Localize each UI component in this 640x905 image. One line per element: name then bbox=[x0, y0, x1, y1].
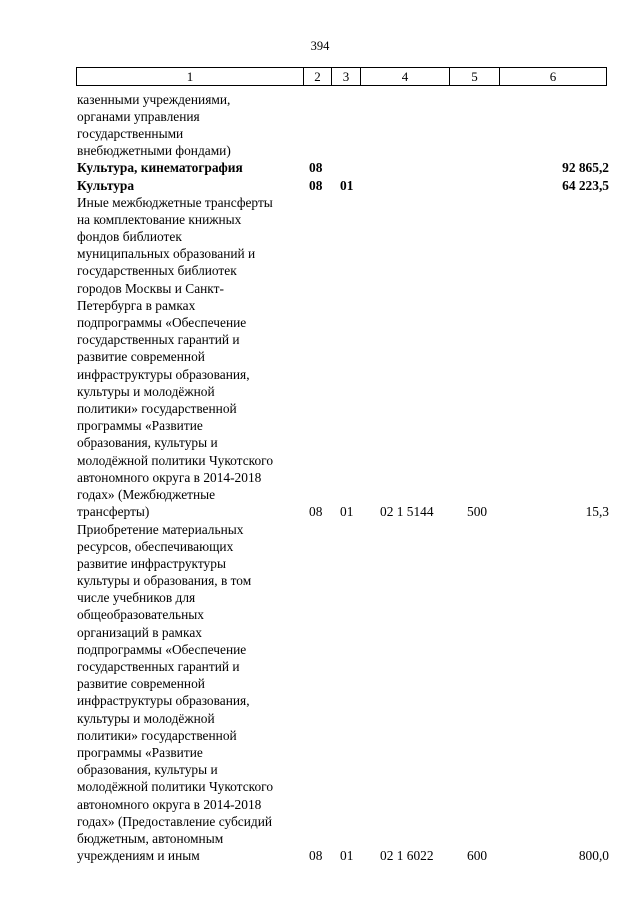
row-name-line: инфраструктуры образования, bbox=[77, 366, 250, 382]
row-name-line: числе учебников для bbox=[77, 590, 196, 606]
row-name-line: Культура bbox=[77, 177, 135, 193]
row-name-line: культуры и молодёжной bbox=[77, 710, 215, 726]
row-name-line: образования, культуры и bbox=[77, 762, 218, 778]
row-name-line: Приобретение материальных bbox=[77, 521, 244, 537]
row-name-line: общеобразовательных bbox=[77, 607, 205, 623]
row-name-line: годах» (Межбюджетные bbox=[77, 486, 216, 502]
row-name-line: политики» государственной bbox=[77, 400, 237, 416]
row-amount: 64 223,5 bbox=[562, 177, 609, 193]
row-name-line: Культура, кинематография bbox=[77, 160, 243, 176]
row-target-article-code: 02 1 5144 bbox=[380, 504, 434, 520]
row-name-line: трансферты) bbox=[77, 504, 150, 520]
row-name-line: инфраструктуры образования, bbox=[77, 693, 250, 709]
row-amount: 15,3 bbox=[585, 504, 609, 520]
row-name bbox=[77, 91, 307, 160]
row-name bbox=[77, 159, 307, 176]
row-name bbox=[77, 521, 307, 865]
row-name-line: органами управления bbox=[77, 108, 200, 124]
row-expense-type-code: 600 bbox=[467, 848, 488, 864]
header-col-4: 4 bbox=[361, 68, 450, 85]
header-col-5: 5 bbox=[450, 68, 500, 85]
row-name-line: Петербурга в рамках bbox=[77, 297, 196, 313]
header-col-1: 1 bbox=[77, 68, 304, 85]
row-name bbox=[77, 177, 307, 194]
header-col-2: 2 bbox=[304, 68, 332, 85]
row-section-code: 08 bbox=[309, 848, 323, 864]
row-name-line: культуры и образования, в том bbox=[77, 573, 252, 589]
page-number: 394 bbox=[310, 39, 330, 53]
row-name-line: годах» (Предоставление субсидий bbox=[77, 813, 273, 829]
row-name-line: городов Москвы и Санкт- bbox=[77, 280, 224, 296]
row-name-line: развитие современной bbox=[77, 676, 205, 692]
row-target-article-code: 02 1 6022 bbox=[380, 848, 434, 864]
row-name-line: молодёжной политики Чукотского bbox=[77, 779, 274, 795]
row-name-line: подпрограммы «Обеспечение bbox=[77, 641, 247, 657]
header-col-3: 3 bbox=[332, 68, 361, 85]
row-name-line: бюджетным, автономным bbox=[77, 830, 224, 846]
row-subsection-code: 01 bbox=[340, 504, 354, 520]
row-name-line: учреждениям и иным bbox=[77, 848, 200, 864]
row-name-line: программы «Развитие bbox=[77, 744, 203, 760]
row-name-line: государственных гарантий и bbox=[77, 659, 240, 674]
row-name-line: программы «Развитие bbox=[77, 418, 203, 434]
row-name-line: образования, культуры и bbox=[77, 435, 218, 451]
row-amount: 92 865,2 bbox=[562, 160, 609, 176]
row-name-line: развитие инфраструктуры bbox=[77, 555, 226, 571]
row-name-line: Иные межбюджетные трансферты bbox=[77, 194, 273, 210]
row-name-line: внебюджетными фондами) bbox=[77, 143, 231, 159]
row-name-line: молодёжной политики Чукотского bbox=[77, 452, 274, 468]
row-name-line: автономного округа в 2014-2018 bbox=[77, 796, 262, 812]
row-expense-type-code: 500 bbox=[467, 504, 488, 520]
row-name-line: ресурсов, обеспечивающих bbox=[77, 538, 234, 554]
row-name-line: фондов библиотек bbox=[77, 229, 182, 245]
row-section-code: 08 bbox=[309, 177, 323, 193]
row-name-line: на комплектование книжных bbox=[77, 211, 242, 227]
row-amount: 800,0 bbox=[578, 848, 609, 864]
header-col-6: 6 bbox=[549, 69, 557, 84]
row-name-line: политики» государственной bbox=[77, 727, 237, 743]
row-name bbox=[77, 194, 307, 521]
row-section-code: 08 bbox=[309, 504, 323, 520]
row-name-line: культуры и молодёжной bbox=[77, 383, 215, 399]
row-name-line: государственными bbox=[77, 125, 184, 141]
row-name-line: подпрограммы «Обеспечение bbox=[77, 315, 247, 330]
table-header-row bbox=[76, 67, 607, 86]
row-name-line: государственных гарантий и bbox=[77, 332, 240, 348]
row-subsection-code: 01 bbox=[340, 177, 354, 193]
row-name-line: государственных библиотек bbox=[77, 263, 237, 279]
row-name-line: развитие современной bbox=[77, 349, 205, 365]
row-name-line: организаций в рамках bbox=[77, 624, 202, 640]
row-section-code: 08 bbox=[309, 160, 323, 176]
row-name-line: муниципальных образований и bbox=[77, 246, 256, 262]
row-subsection-code: 01 bbox=[340, 848, 354, 864]
row-name-line: казенными учреждениями, bbox=[77, 91, 231, 107]
row-name-line: автономного округа в 2014-2018 bbox=[77, 469, 262, 485]
